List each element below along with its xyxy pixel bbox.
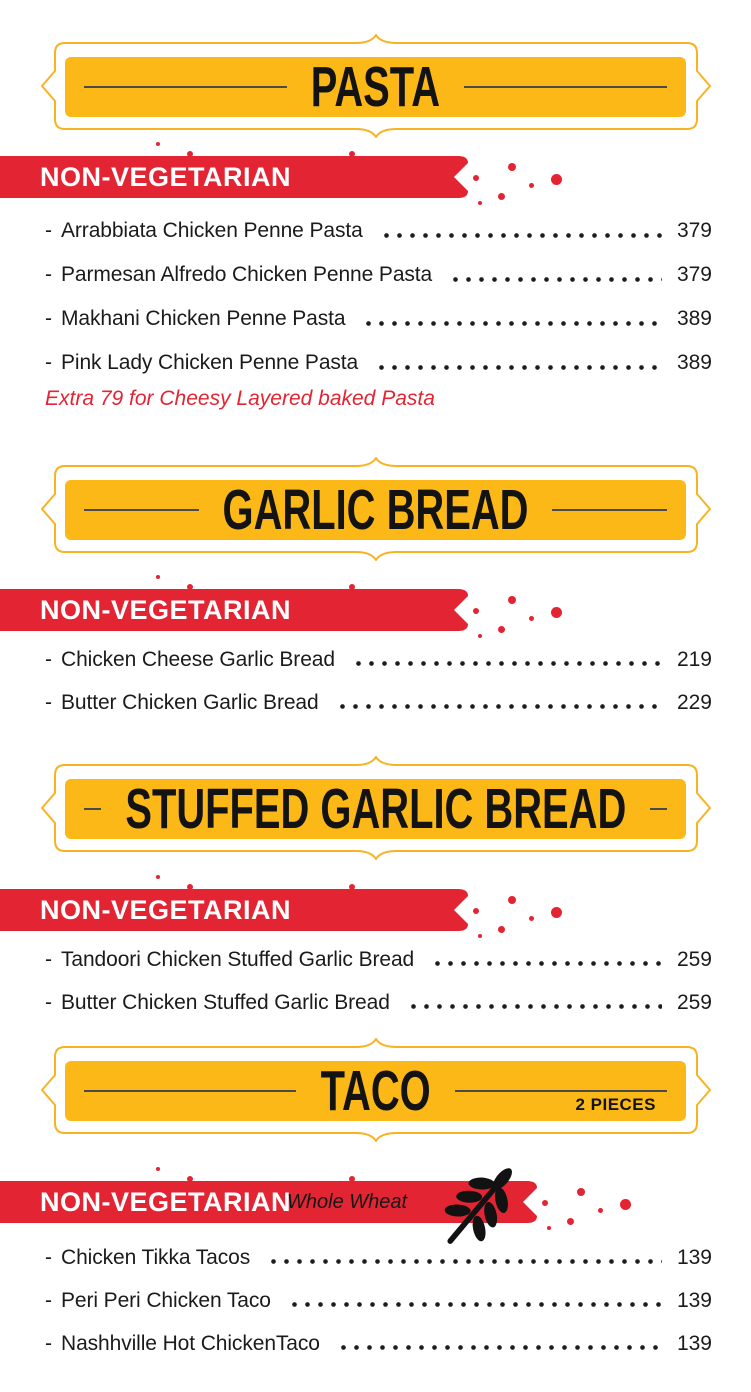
category-ribbon <box>0 156 468 198</box>
banner-rule-left <box>84 509 199 511</box>
splatter-dot <box>478 634 482 638</box>
item-price: 219 <box>676 647 712 671</box>
item-price: 259 <box>676 947 712 971</box>
splatter-dot <box>567 1218 574 1225</box>
splatter-dot <box>156 875 160 879</box>
banner-plate <box>65 1061 686 1121</box>
splatter-dot <box>529 183 534 188</box>
section-title: STUFFED GARLIC BREAD <box>125 777 626 841</box>
category-label: NON-VEGETARIAN <box>40 161 292 192</box>
item-bullet: - <box>45 647 52 671</box>
item-bullet: - <box>45 990 52 1014</box>
splatter-dot <box>529 616 534 621</box>
banner-plate <box>65 779 686 839</box>
splatter-dot <box>498 626 505 633</box>
splatter-dot <box>187 584 193 590</box>
item-price: 139 <box>676 1288 712 1312</box>
splatter-dot <box>620 1199 631 1210</box>
banner-rule-right <box>464 86 667 88</box>
banner-rule-left <box>84 808 101 810</box>
item-bullet: - <box>45 307 52 330</box>
item-price: 379 <box>676 219 712 242</box>
menu-item <box>45 681 712 724</box>
splatter-dot <box>577 1188 585 1196</box>
menu-item <box>45 638 712 681</box>
category-label: NON-VEGETARIAN <box>40 594 292 625</box>
splatter-dot <box>498 193 505 200</box>
banner-rule-left <box>84 1090 296 1092</box>
item-name: Pink Lady Chicken Penne Pasta <box>61 351 359 374</box>
item-name: Chicken Cheese Garlic Bread <box>61 647 335 671</box>
dotted-leader <box>358 297 662 341</box>
category-label: NON-VEGETARIAN <box>40 1186 292 1217</box>
taco-banner <box>40 1037 712 1147</box>
splatter-dot <box>349 884 355 890</box>
dotted-leader <box>371 341 662 385</box>
item-price: 139 <box>676 1245 712 1269</box>
splatter-dot <box>473 608 479 614</box>
item-bullet: - <box>45 263 52 286</box>
item-price: 259 <box>676 990 712 1014</box>
splatter-dot <box>508 163 516 171</box>
item-name: Chicken Tikka Tacos <box>61 1245 251 1269</box>
splatter-dot <box>551 607 562 618</box>
splatter-dot <box>598 1208 603 1213</box>
dotted-leader <box>403 981 662 1024</box>
menu-item <box>45 981 712 1024</box>
item-price: 139 <box>676 1331 712 1355</box>
banner-rule-right <box>650 808 667 810</box>
item-name: Butter Chicken Stuffed Garlic Bread <box>61 990 390 1014</box>
item-price: 379 <box>676 263 712 286</box>
splatter-dot <box>156 575 160 579</box>
item-name: Parmesan Alfredo Chicken Penne Pasta <box>61 263 433 286</box>
dotted-leader <box>263 1236 662 1279</box>
banner-rule-right <box>552 509 667 511</box>
dotted-leader <box>284 1279 662 1322</box>
dotted-leader <box>427 938 662 981</box>
splatter-dot <box>473 908 479 914</box>
menu-item <box>45 297 712 341</box>
menu-item <box>45 1236 712 1279</box>
splatter-dot <box>478 201 482 205</box>
splatter-dot <box>508 596 516 604</box>
item-price: 389 <box>676 351 712 374</box>
section-title: PASTA <box>310 55 441 119</box>
splatter-dot <box>187 1176 193 1182</box>
menu-item <box>45 1279 712 1322</box>
splatter-dot <box>542 1200 548 1206</box>
category-ribbon <box>0 889 468 931</box>
section-title: GARLIC BREAD <box>222 478 529 542</box>
item-bullet: - <box>45 947 52 971</box>
dotted-leader <box>333 1322 662 1365</box>
pasta-items <box>45 209 712 385</box>
stuffed-garlic-bread-items <box>45 938 712 1024</box>
item-bullet: - <box>45 1331 52 1355</box>
category-label: NON-VEGETARIAN <box>40 894 292 925</box>
dotted-leader <box>348 638 662 681</box>
splatter-dot <box>473 175 479 181</box>
dotted-leader <box>445 253 662 297</box>
portion-label: 2 PIECES <box>575 1095 656 1114</box>
banner-plate <box>65 480 686 540</box>
splatter-dot <box>156 1167 160 1171</box>
taco-items <box>45 1236 712 1365</box>
splatter-dot <box>187 884 193 890</box>
item-bullet: - <box>45 690 52 714</box>
splatter-dot <box>551 174 562 185</box>
splatter-dot <box>508 896 516 904</box>
splatter-dot <box>156 142 160 146</box>
category-ribbon <box>0 589 468 631</box>
item-price: 229 <box>676 690 712 714</box>
pasta-banner <box>40 33 712 143</box>
item-bullet: - <box>45 219 52 242</box>
item-name: Makhani Chicken Penne Pasta <box>61 307 346 330</box>
menu-item <box>45 1322 712 1365</box>
splatter-dot <box>349 1176 355 1182</box>
stuffed-garlic-bread-banner <box>40 755 712 865</box>
dotted-leader <box>376 209 662 253</box>
menu-item <box>45 341 712 385</box>
banner-rule-left <box>84 86 287 88</box>
garlic-bread-items <box>45 638 712 724</box>
item-price: 389 <box>676 307 712 330</box>
splatter-dot <box>478 934 482 938</box>
item-name: Butter Chicken Garlic Bread <box>61 690 319 714</box>
extra-note: Extra 79 for Cheesy Layered baked Pasta <box>45 387 435 410</box>
section-title: TACO <box>320 1059 431 1123</box>
item-bullet: - <box>45 1288 52 1312</box>
item-name: Peri Peri Chicken Taco <box>61 1288 271 1312</box>
splatter-dot <box>547 1226 551 1230</box>
banner-rule-right <box>455 1090 667 1092</box>
splatter-dot <box>551 907 562 918</box>
splatter-dot <box>349 151 355 157</box>
splatter-dot <box>349 584 355 590</box>
item-name: Tandoori Chicken Stuffed Garlic Bread <box>61 947 415 971</box>
dotted-leader <box>332 681 662 724</box>
splatter-dot <box>187 151 193 157</box>
splatter-dot <box>529 916 534 921</box>
item-bullet: - <box>45 351 52 374</box>
menu-item <box>45 938 712 981</box>
splatter-dot <box>498 926 505 933</box>
banner-plate <box>65 57 686 117</box>
menu-item <box>45 209 712 253</box>
item-bullet: - <box>45 1245 52 1269</box>
menu-item <box>45 253 712 297</box>
whole-wheat-label: Whole Wheat <box>287 1190 408 1213</box>
item-name: Arrabbiata Chicken Penne Pasta <box>61 219 363 242</box>
garlic-bread-banner <box>40 456 712 566</box>
item-name: Nashhville Hot ChickenTaco <box>61 1331 320 1355</box>
